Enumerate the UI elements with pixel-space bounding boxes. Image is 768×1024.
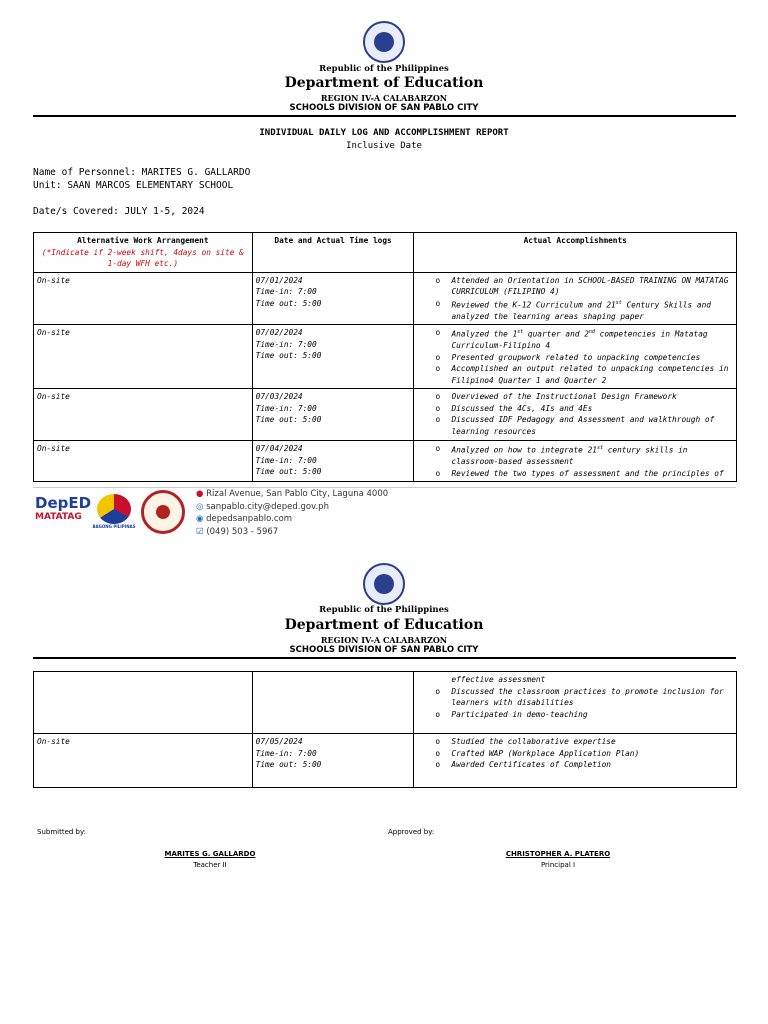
region-text-page2: REGION IV-A CALABARZON bbox=[320, 635, 448, 645]
table-row: On-site 07/02/2024 Time-in: 7:00 Time out: 5:00 o Analyzed the 1st quarter and 2nd competencies in Matatag Curriculum-Filipino 4 o Presented groupwork related to unpacking competencies o Accomplished an output related to unpacking competencies in Filipino4 Quarter 1 and Quarter 2 bbox=[34, 325, 737, 389]
location-icon: ● bbox=[196, 489, 204, 499]
republic-text: Republic of the Philippines bbox=[319, 64, 449, 74]
deped-seal-logo-page2 bbox=[363, 563, 405, 605]
list-item: o Crafted WAP (Workplace Application Plan) bbox=[451, 748, 733, 760]
list-item: o Accomplished an output related to unpacking competencies in Filipino4 Quarter 1 and Quarter 2 bbox=[451, 363, 733, 386]
list-item: o Reviewed the two types of assessment and the principles of bbox=[451, 468, 733, 480]
website-text: depedsanpablo.com bbox=[206, 514, 293, 524]
arrangement-note: (*Indicate if 2-week shift, 4days on site & 1-day WFH etc.) bbox=[41, 247, 244, 268]
table-row: On-site 07/03/2024 Time-in: 7:00 Time out: 5:00 o Overviewed of the Instructional Design Framework o Discussed the 4Cs, 4Is and 4Es o Discussed IDF Pedagogy and Assessment and walkthrough of learning resources bbox=[34, 389, 737, 441]
approved-name: CHRISTOPHER A. PLATERO bbox=[505, 850, 611, 858]
unit-name: Unit: SAAN MARCOS ELEMENTARY SCHOOL bbox=[33, 180, 234, 191]
division-text: SCHOOLS DIVISION OF SAN PABLO CITY bbox=[289, 103, 479, 113]
email-icon: ◎ bbox=[196, 501, 204, 512]
division-text-page2: SCHOOLS DIVISION OF SAN PABLO CITY bbox=[289, 645, 479, 655]
approved-position: Principal I bbox=[540, 861, 576, 869]
republic-text-page2: Republic of the Philippines bbox=[319, 605, 449, 615]
list-item: o Presented groupwork related to unpacking competencies bbox=[451, 352, 733, 364]
list-item: o Discussed IDF Pedagogy and Assessment and walkthrough of learning resources bbox=[451, 414, 733, 437]
phone-text: (049) 503 - 5967 bbox=[206, 526, 279, 537]
report-title: INDIVIDUAL DAILY LOG AND ACCOMPLISHMENT REPORT bbox=[259, 128, 509, 138]
bagong-pilipinas-logo: BAGONG PILIPINAS bbox=[92, 494, 136, 538]
deped-seal-logo bbox=[363, 21, 405, 63]
list-item: o Studied the collaborative expertise bbox=[451, 736, 733, 748]
header-rule bbox=[33, 115, 736, 117]
web-icon: ◉ bbox=[196, 514, 204, 524]
division-seal-logo bbox=[141, 490, 185, 534]
table-row: On-site 07/04/2024 Time-in: 7:00 Time out: 5:00 o Analyzed on how to integrate 21st century skills in classroom-based assessment o Reviewed the two types of assessment and the principles of bbox=[34, 441, 737, 482]
submitted-name: MARITES G. GALLARDO bbox=[164, 850, 256, 858]
log-table-page2 bbox=[33, 671, 737, 788]
list-item: o Attended an Orientation in SCHOOL-BASED TRAINING ON MATATAG CURRICULUM (FILIPINO 4) bbox=[451, 275, 733, 298]
table-row: effective assessment o Discussed the classroom practices to promote inclusion for learners with disabilities o Participated in demo-teaching bbox=[34, 672, 737, 734]
list-item: o Awarded Certificates of Completion bbox=[451, 759, 733, 771]
submitted-position: Teacher II bbox=[193, 861, 227, 869]
col-header-arrangement: Alternative Work Arrangement (*Indicate if 2-week shift, 4days on site & 1-day WFH etc.) bbox=[34, 233, 253, 273]
department-title-page2: Department of Education bbox=[284, 617, 484, 633]
list-item: o Reviewed the K-12 Curriculum and 21st Century Skills and analyzed the learning areas shaping paper bbox=[451, 298, 733, 323]
list-item: o Analyzed on how to integrate 21st century skills in classroom-based assessment bbox=[451, 443, 733, 468]
region-text: REGION IV-A CALABARZON bbox=[320, 93, 448, 103]
address-text: Rizal Avenue, San Pablo City, Laguna 4000 bbox=[206, 489, 389, 499]
phone-icon: ☑ bbox=[196, 526, 204, 537]
table-row: On-site 07/05/2024 Time-in: 7:00 Time out: 5:00 o Studied the collaborative expertise o Crafted WAP (Workplace Application Plan) o Awarded Certificates of Completion bbox=[34, 734, 737, 788]
list-item: o Participated in demo-teaching bbox=[451, 709, 733, 721]
list-item: o Discussed the classroom practices to promote inclusion for learners with disabilities bbox=[451, 686, 733, 709]
header-rule-page2 bbox=[33, 657, 736, 659]
personnel-name: Name of Personnel: MARITES G. GALLARDO bbox=[33, 167, 251, 178]
list-item: o Overviewed of the Instructional Design Framework bbox=[451, 391, 733, 403]
table-row: On-site 07/01/2024 Time-in: 7:00 Time out: 5:00 o Attended an Orientation in SCHOOL-BASED TRAINING ON MATATAG CURRICULUM (FILIPINO 4) o Reviewed the K-12 Curriculum and 21st Century Skills and analyzed the learning areas shaping paper bbox=[34, 272, 737, 325]
list-item: o Discussed the 4Cs, 4Is and 4Es bbox=[451, 403, 733, 415]
log-table-page1 bbox=[33, 232, 737, 482]
email-text: sanpablo.city@deped.gov.ph bbox=[206, 501, 329, 512]
submitted-label: Submitted by: bbox=[37, 828, 86, 836]
contact-block bbox=[196, 488, 388, 538]
dates-covered: Date/s Covered: JULY 1-5, 2024 bbox=[33, 206, 205, 217]
report-subtitle: Inclusive Date bbox=[346, 141, 422, 151]
col-header-date: Date and Actual Time logs bbox=[252, 233, 414, 273]
department-title: Department of Education bbox=[284, 75, 484, 91]
deped-matatag-logo: DepED MATATAG bbox=[35, 494, 92, 522]
col-header-accomplishments: Actual Accomplishments bbox=[414, 233, 737, 273]
list-item: o Analyzed the 1st quarter and 2nd competencies in Matatag Curriculum-Filipino 4 bbox=[451, 327, 733, 352]
approved-label: Approved by: bbox=[388, 828, 435, 836]
